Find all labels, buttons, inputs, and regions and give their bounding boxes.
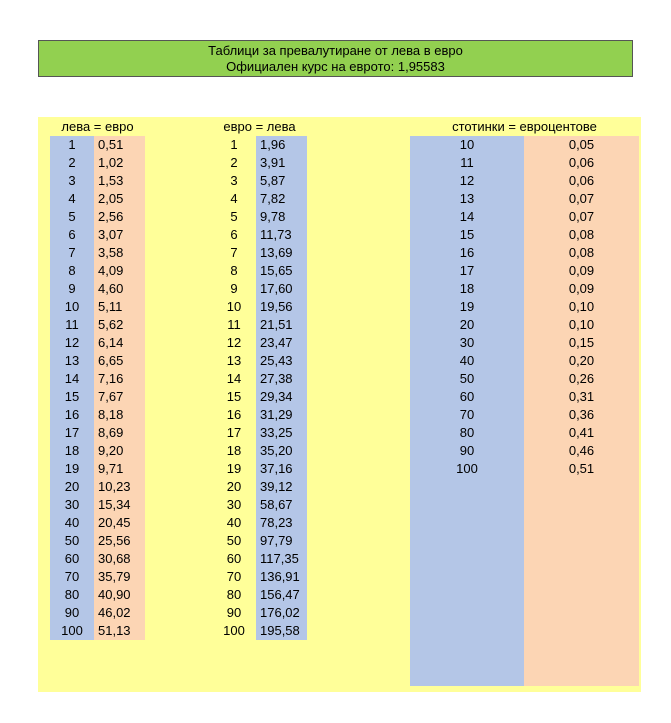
title-line-1: Таблици за превалутиране от лева в евро bbox=[208, 43, 463, 58]
euro-result-cell: 5,62 bbox=[98, 317, 124, 332]
euro-result-cell: 1,02 bbox=[98, 155, 124, 170]
bgn-amount-cell: 90 bbox=[64, 605, 80, 620]
header-bgn-eur: лева = евро bbox=[61, 119, 134, 134]
stotinki-cell: 90 bbox=[459, 443, 475, 458]
euro-result-cell: 30,68 bbox=[98, 551, 131, 566]
stotinki-cell: 10 bbox=[459, 137, 475, 152]
header-eur-bgn: евро = лева bbox=[223, 119, 296, 134]
bgn-amount-cell: 80 bbox=[64, 587, 80, 602]
bgn-amount-cell: 4 bbox=[68, 191, 76, 206]
euro-amount-cell: 17 bbox=[226, 425, 242, 440]
leva-result-cell: 5,87 bbox=[260, 173, 286, 188]
leva-result-cell: 33,25 bbox=[260, 425, 293, 440]
leva-result-cell: 156,47 bbox=[260, 587, 300, 602]
bgn-amount-cell: 30 bbox=[64, 497, 80, 512]
euro-result-cell: 4,60 bbox=[98, 281, 124, 296]
leva-result-cell: 25,43 bbox=[260, 353, 293, 368]
eurocents-cell: 0,05 bbox=[568, 137, 595, 152]
leva-result-cell: 11,73 bbox=[260, 227, 292, 242]
euro-result-cell: 4,09 bbox=[98, 263, 124, 278]
stotinki-cell: 13 bbox=[459, 191, 475, 206]
euro-amount-cell: 5 bbox=[230, 209, 238, 224]
leva-result-cell: 15,65 bbox=[260, 263, 293, 278]
euro-result-cell: 6,14 bbox=[98, 335, 124, 350]
bgn-amount-cell: 11 bbox=[65, 317, 79, 332]
stotinki-cell: 100 bbox=[456, 461, 478, 476]
leva-result-cell: 29,34 bbox=[260, 389, 293, 404]
bgn-amount-cell: 5 bbox=[68, 209, 76, 224]
bgn-column bbox=[50, 136, 94, 640]
bgn-amount-cell: 3 bbox=[68, 173, 76, 188]
leva-result-cell: 37,16 bbox=[260, 461, 293, 476]
euro-result-cell: 20,45 bbox=[98, 515, 131, 530]
eurocents-cell: 0,46 bbox=[568, 443, 595, 458]
euro-result-cell: 46,02 bbox=[98, 605, 131, 620]
euro-amount-cell: 80 bbox=[226, 587, 242, 602]
euro-column bbox=[94, 136, 145, 640]
bgn-amount-cell: 1 bbox=[68, 137, 76, 152]
euro-result-cell: 8,69 bbox=[98, 425, 124, 440]
euro-amount-cell: 9 bbox=[230, 281, 238, 296]
bgn-amount-cell: 70 bbox=[64, 569, 80, 584]
bgn-amount-cell: 2 bbox=[68, 155, 76, 170]
leva-result-cell: 176,02 bbox=[260, 605, 300, 620]
bgn-amount-cell: 6 bbox=[68, 227, 76, 242]
bgn-amount-cell: 20 bbox=[64, 479, 80, 494]
euro-result-cell: 9,20 bbox=[98, 443, 124, 458]
bgn-amount-cell: 9 bbox=[68, 281, 76, 296]
bgn-amount-cell: 15 bbox=[64, 389, 80, 404]
stotinki-cell: 80 bbox=[459, 425, 475, 440]
euro-amount-cell: 13 bbox=[226, 353, 242, 368]
stotinki-cell: 60 bbox=[459, 389, 475, 404]
bgn-amount-cell: 100 bbox=[61, 623, 83, 638]
stotinki-column bbox=[410, 136, 524, 686]
euro-result-cell: 8,18 bbox=[98, 407, 124, 422]
stotinki-cell: 40 bbox=[459, 353, 475, 368]
leva-result-cell: 97,79 bbox=[260, 533, 293, 548]
leva-result-cell: 3,91 bbox=[260, 155, 286, 170]
euro-result-cell: 40,90 bbox=[98, 587, 131, 602]
leva-result-cell: 23,47 bbox=[260, 335, 293, 350]
bgn-amount-cell: 60 bbox=[64, 551, 80, 566]
eurocents-cell: 0,07 bbox=[568, 209, 595, 224]
euro-amount-cell: 100 bbox=[223, 623, 245, 638]
leva-result-cell: 21,51 bbox=[260, 317, 293, 332]
leva-result-cell: 58,67 bbox=[260, 497, 293, 512]
euro-amount-cell: 60 bbox=[226, 551, 242, 566]
euro-result-cell: 6,65 bbox=[98, 353, 124, 368]
euro-amount-cell: 1 bbox=[230, 137, 238, 152]
leva-result-cell: 19,56 bbox=[260, 299, 293, 314]
euro-result-cell: 10,23 bbox=[98, 479, 131, 494]
leva-result-cell: 195,58 bbox=[260, 623, 300, 638]
bgn-amount-cell: 12 bbox=[64, 335, 80, 350]
euro-input-column bbox=[212, 136, 256, 640]
stotinki-cell: 11 bbox=[460, 155, 474, 170]
euro-result-cell: 2,05 bbox=[98, 191, 124, 206]
bgn-amount-cell: 14 bbox=[64, 371, 80, 386]
leva-result-cell: 136,91 bbox=[260, 569, 300, 584]
stotinki-cell: 17 bbox=[459, 263, 475, 278]
stotinki-cell: 14 bbox=[459, 209, 475, 224]
leva-result-cell: 27,38 bbox=[260, 371, 293, 386]
leva-result-cell: 7,82 bbox=[260, 191, 286, 206]
eurocents-cell: 0,06 bbox=[568, 155, 595, 170]
euro-result-cell: 0,51 bbox=[98, 137, 124, 152]
eurocents-cell: 0,41 bbox=[568, 425, 595, 440]
title-line-2: Официален курс на еврото: 1,95583 bbox=[226, 59, 445, 74]
euro-amount-cell: 8 bbox=[230, 263, 238, 278]
bgn-amount-cell: 13 bbox=[64, 353, 80, 368]
eurocents-cell: 0,08 bbox=[568, 245, 595, 260]
euro-amount-cell: 15 bbox=[226, 389, 242, 404]
euro-result-cell: 7,67 bbox=[98, 389, 124, 404]
stotinki-cell: 18 bbox=[459, 281, 475, 296]
leva-result-cell: 17,60 bbox=[260, 281, 293, 296]
euro-amount-cell: 12 bbox=[226, 335, 242, 350]
eurocents-cell: 0,26 bbox=[568, 371, 595, 386]
leva-result-cell: 9,78 bbox=[260, 209, 286, 224]
eurocents-cell: 0,36 bbox=[568, 407, 595, 422]
eurocents-cell: 0,51 bbox=[568, 461, 595, 476]
euro-amount-cell: 30 bbox=[226, 497, 242, 512]
euro-amount-cell: 3 bbox=[230, 173, 238, 188]
euro-amount-cell: 20 bbox=[226, 479, 242, 494]
leva-result-cell: 78,23 bbox=[260, 515, 293, 530]
euro-amount-cell: 70 bbox=[226, 569, 242, 584]
euro-result-cell: 35,79 bbox=[98, 569, 131, 584]
stotinki-cell: 30 bbox=[459, 335, 475, 350]
eurocents-cell: 0,08 bbox=[568, 227, 595, 242]
eurocents-cell: 0,20 bbox=[568, 353, 595, 368]
leva-result-cell: 1,96 bbox=[260, 137, 286, 152]
eurocents-cell: 0,10 bbox=[568, 299, 595, 314]
bgn-amount-cell: 18 bbox=[64, 443, 80, 458]
leva-result-cell: 39,12 bbox=[260, 479, 293, 494]
eurocents-cell: 0,15 bbox=[568, 335, 595, 350]
stotinki-cell: 12 bbox=[459, 173, 475, 188]
eurocents-column bbox=[524, 136, 639, 686]
euro-result-cell: 25,56 bbox=[98, 533, 131, 548]
leva-result-column bbox=[256, 136, 307, 640]
euro-amount-cell: 7 bbox=[230, 245, 238, 260]
bgn-amount-cell: 7 bbox=[68, 245, 76, 260]
eurocents-cell: 0,07 bbox=[568, 191, 595, 206]
euro-result-cell: 1,53 bbox=[98, 173, 124, 188]
euro-amount-cell: 2 bbox=[230, 155, 238, 170]
stotinki-cell: 70 bbox=[459, 407, 475, 422]
stotinki-cell: 20 bbox=[459, 317, 475, 332]
euro-result-cell: 3,58 bbox=[98, 245, 124, 260]
stotinki-cell: 19 bbox=[459, 299, 475, 314]
bgn-amount-cell: 17 bbox=[64, 425, 80, 440]
euro-result-cell: 15,34 bbox=[98, 497, 131, 512]
title-box bbox=[38, 40, 633, 77]
eurocents-cell: 0,06 bbox=[568, 173, 595, 188]
euro-amount-cell: 16 bbox=[226, 407, 242, 422]
euro-result-cell: 5,11 bbox=[98, 299, 123, 314]
euro-amount-cell: 18 bbox=[226, 443, 242, 458]
bgn-amount-cell: 40 bbox=[64, 515, 80, 530]
euro-amount-cell: 10 bbox=[226, 299, 242, 314]
euro-amount-cell: 4 bbox=[230, 191, 238, 206]
bgn-amount-cell: 10 bbox=[64, 299, 80, 314]
bgn-amount-cell: 8 bbox=[68, 263, 76, 278]
leva-result-cell: 117,35 bbox=[260, 551, 299, 566]
leva-result-cell: 35,20 bbox=[260, 443, 293, 458]
euro-amount-cell: 40 bbox=[226, 515, 242, 530]
header-cents: стотинки = евроцентове bbox=[452, 119, 597, 134]
bgn-amount-cell: 19 bbox=[64, 461, 80, 476]
stotinki-cell: 15 bbox=[459, 227, 475, 242]
euro-amount-cell: 6 bbox=[230, 227, 238, 242]
euro-amount-cell: 19 bbox=[226, 461, 242, 476]
euro-result-cell: 51,13 bbox=[98, 623, 131, 638]
euro-result-cell: 3,07 bbox=[98, 227, 124, 242]
stotinki-cell: 50 bbox=[459, 371, 475, 386]
euro-amount-cell: 11 bbox=[227, 317, 241, 332]
euro-amount-cell: 14 bbox=[226, 371, 242, 386]
euro-amount-cell: 50 bbox=[226, 533, 242, 548]
eurocents-cell: 0,31 bbox=[568, 389, 595, 404]
euro-amount-cell: 90 bbox=[226, 605, 242, 620]
euro-result-cell: 7,16 bbox=[98, 371, 124, 386]
bgn-amount-cell: 50 bbox=[64, 533, 80, 548]
euro-result-cell: 9,71 bbox=[98, 461, 124, 476]
eurocents-cell: 0,09 bbox=[568, 281, 595, 296]
stotinki-cell: 16 bbox=[459, 245, 475, 260]
eurocents-cell: 0,10 bbox=[568, 317, 595, 332]
leva-result-cell: 13,69 bbox=[260, 245, 293, 260]
euro-result-cell: 2,56 bbox=[98, 209, 124, 224]
eurocents-cell: 0,09 bbox=[568, 263, 595, 278]
leva-result-cell: 31,29 bbox=[260, 407, 293, 422]
bgn-amount-cell: 16 bbox=[64, 407, 80, 422]
